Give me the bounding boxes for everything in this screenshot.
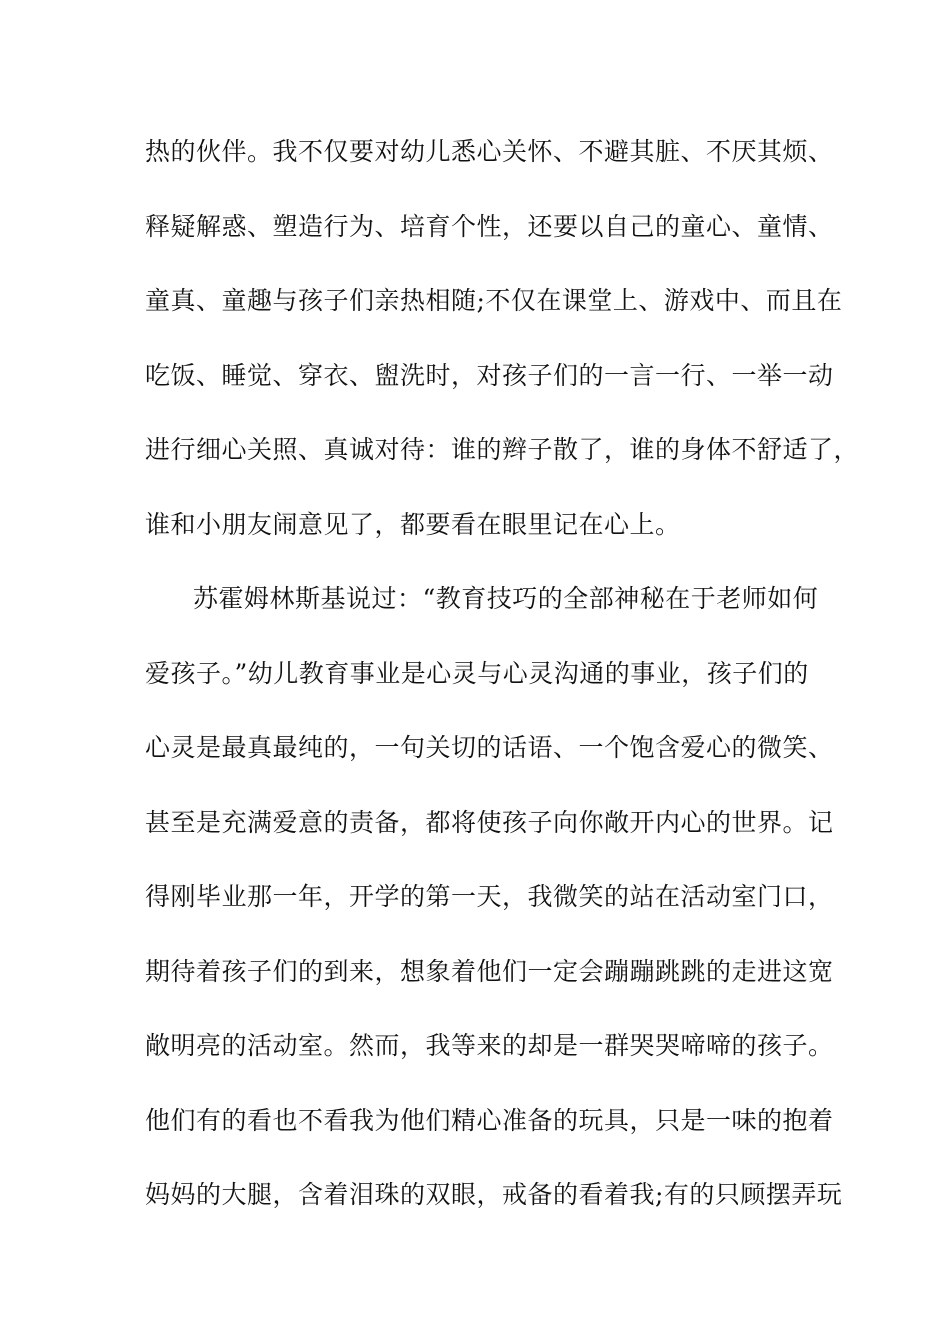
text-line-14: 他们有的看也不看我为他们精心准备的玩具，只是一味的抱着 bbox=[145, 1106, 834, 1135]
text-line-12: 期待着孩子们的到来，想象着他们一定会蹦蹦跳跳的走进这宽 bbox=[145, 957, 834, 986]
text-line-4: 吃饭、睡觉、穿衣、盥洗时，对孩子们的一言一行、一举一动 bbox=[145, 361, 834, 390]
text-line-1: 热的伙伴。我不仅要对幼儿悉心关怀、不避其脏、不厌其烦、 bbox=[145, 137, 834, 166]
text-line-8: 爱孩子。”幼儿教育事业是心灵与心灵沟通的事业，孩子们的 bbox=[145, 659, 809, 688]
paragraph-start-line: 苏霍姆林斯基说过：“教育技巧的全部神秘在于老师如何 bbox=[193, 584, 819, 613]
text-line-6: 谁和小朋友闹意见了，都要看在眼里记在心上。 bbox=[145, 510, 681, 539]
text-line-5: 进行细心关照、真诚对待：谁的辫子散了，谁的身体不舒适了， bbox=[145, 435, 860, 464]
text-line-15: 妈妈的大腿，含着泪珠的双眼，戒备的看着我;有的只顾摆弄玩 bbox=[145, 1180, 843, 1209]
text-line-13: 敞明亮的活动室。然而，我等来的却是一群哭哭啼啼的孩子。 bbox=[145, 1031, 834, 1060]
text-line-10: 甚至是充满爱意的责备，都将使孩子向你敞开内心的世界。记 bbox=[145, 808, 834, 837]
text-line-9: 心灵是最真最纯的，一句关切的话语、一个饱含爱心的微笑、 bbox=[145, 733, 834, 762]
text-line-11: 得刚毕业那一年，开学的第一天，我微笑的站在活动室门口， bbox=[145, 882, 834, 911]
text-line-3: 童真、童趣与孩子们亲热相随;不仅在课堂上、游戏中、而且在 bbox=[145, 286, 843, 315]
text-line-2: 释疑解惑、塑造行为、培育个性，还要以自己的童心、童情、 bbox=[145, 212, 834, 241]
